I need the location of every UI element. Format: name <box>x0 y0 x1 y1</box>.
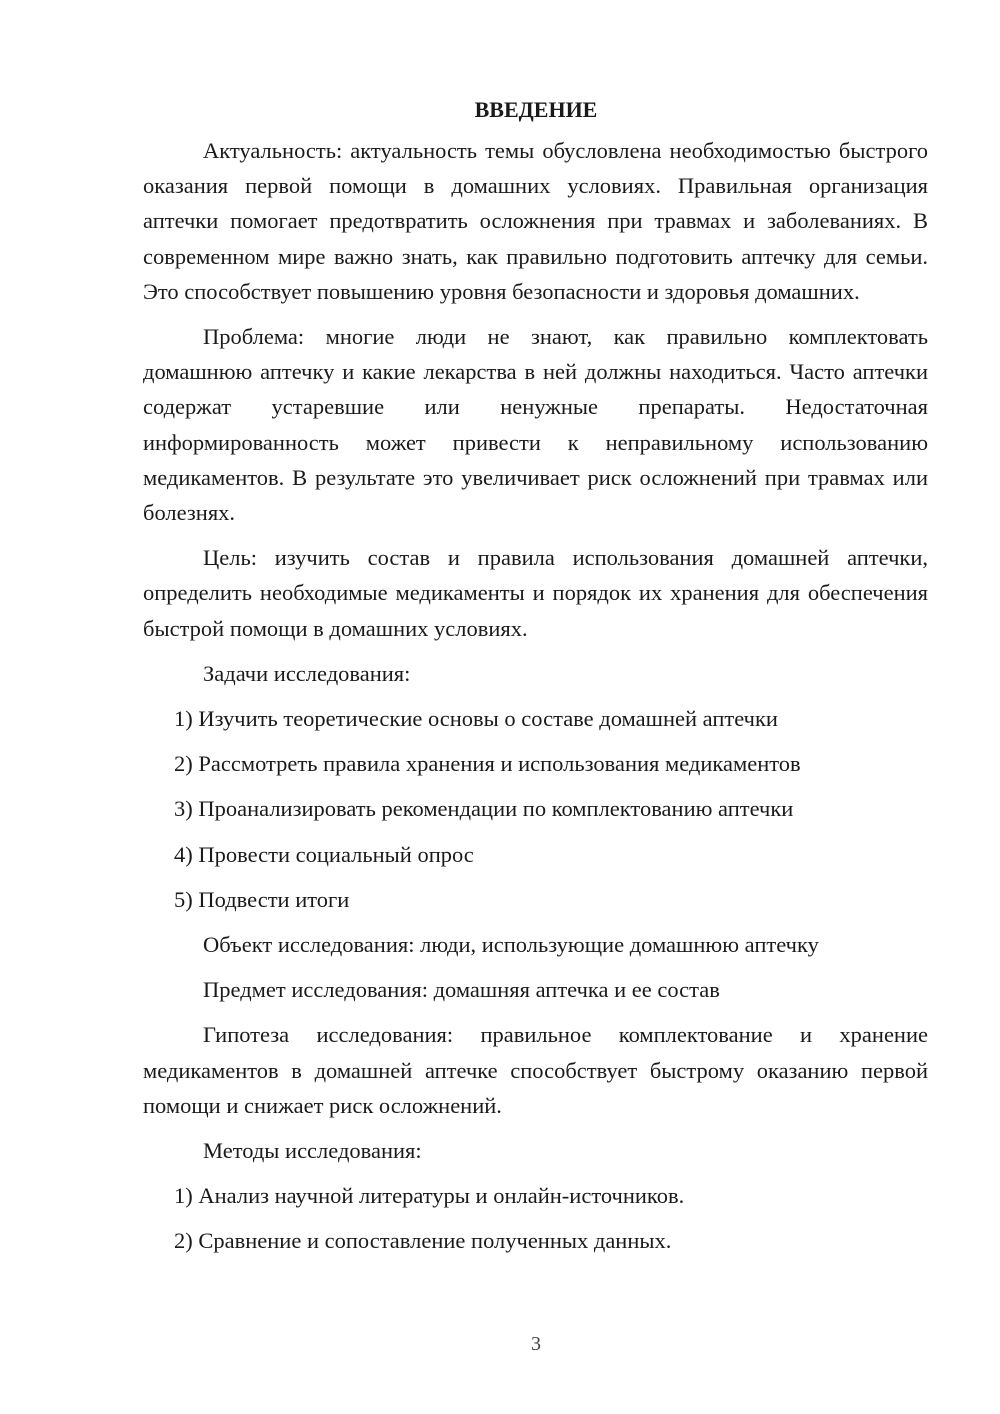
page-number: 3 <box>531 1333 541 1355</box>
research-object: Объект исследования: люди, использующие домашнюю аптечку <box>203 932 819 958</box>
document-page <box>143 92 928 1259</box>
section-title: ВВЕДЕНИЕ <box>474 97 598 122</box>
method-item-1: 1) Анализ научной литературы и онлайн-источников. <box>174 1183 685 1209</box>
paragraph-goal: Цель: изучить состав и правила использования домашней аптечки, определить необходимые медикаменты и порядок их хранения для обеспечения быстрой помощи в домашних условиях. <box>143 545 928 641</box>
method-item-2: 2) Сравнение и сопоставление полученных данных. <box>174 1228 672 1254</box>
task-item-4: 4) Провести социальный опрос <box>174 841 474 867</box>
paragraph-hypothesis: Гипотеза исследования: правильное комплектование и хранение медикаментов в домашней аптечке способствует быстрому оказанию первой помощи и снижает риск осложнений. <box>143 1022 928 1118</box>
research-subject: Предмет исследования: домашняя аптечка и ее состав <box>203 977 720 1003</box>
task-item-1: 1) Изучить теоретические основы о составе домашней аптечки <box>174 706 778 732</box>
task-item-3: 3) Проанализировать рекомендации по комплектованию аптечки <box>174 796 794 822</box>
task-item-2: 2) Рассмотреть правила хранения и использования медикаментов <box>174 751 801 777</box>
paragraph-relevance: Актуальность: актуальность темы обусловлена необходимостью быстрого оказания первой помощи в домашних условиях. Правильная организация аптечки помогает предотвратить осложнения при травмах и заболеваниях. В современном мире важно знать, как правильно подготовить аптечку для семьи. Это способствует повышению уровня безопасности и здоровья домашних. <box>143 138 928 304</box>
paragraph-problem: Проблема: многие люди не знают, как правильно комплектовать домашнюю аптечку и какие лекарства в ней должны находиться. Часто аптечки содержат устаревшие или ненужные препараты. Недостаточная информированность может привести к неправильному использованию медикаментов. В результате это увеличивает риск осложнений при травмах или болезнях. <box>143 324 928 526</box>
methods-heading: Методы исследования: <box>203 1138 422 1164</box>
tasks-heading: Задачи исследования: <box>203 660 411 686</box>
task-item-5: 5) Подвести итоги <box>174 886 350 912</box>
